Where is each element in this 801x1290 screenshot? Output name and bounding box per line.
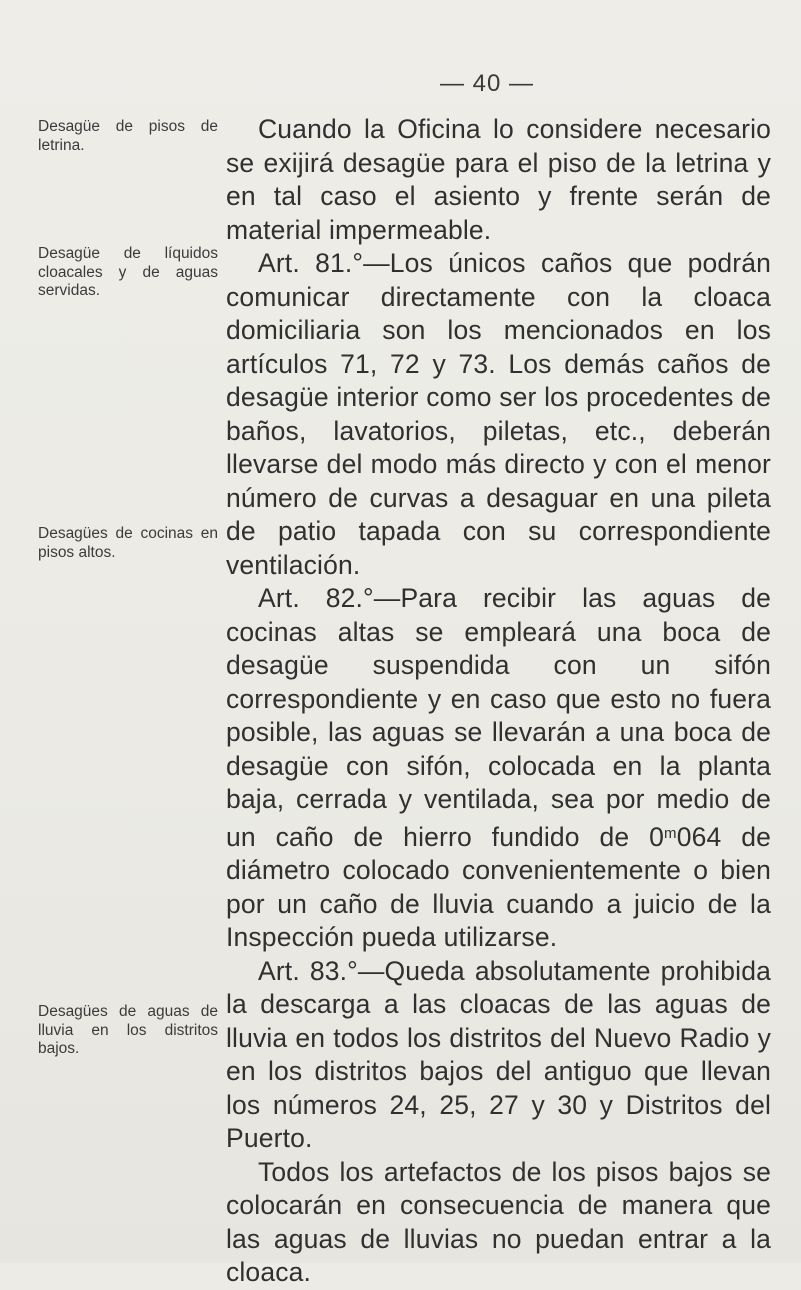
paragraph-artefactos: Todos los artefactos de los pisos bajos se colocarán en consecuencia de manera que las aguas de lluvias no puedan entrar a la cloaca. (226, 1156, 771, 1287)
margin-note-aguas-lluvia: Desagües de aguas de lluvia en los distritos bajos. (38, 1003, 218, 1057)
art-82-text-start: Art. 82.°—Para recibir las aguas de cocinas altas se empleará una boca de desagüe suspendida con un sifón correspondiente y en caso que esto no fuera posible, las aguas se llevarán a una boca de desagüe con sifón, colocada en la planta baja, cerrada y ventilada, sea por medio de un caño de hierro fundido de 0 (226, 583, 771, 852)
paragraph-art-83: Art. 83.°—Queda absolutamente prohibida la descarga a las cloacas de las aguas de lluvia en todos los distritos del Nuevo Radio y en los distritos bajos del antiguo que llevan los números 24, 25, 27 y 30 y Distritos del Puerto. (226, 955, 771, 1153)
body-text (226, 113, 771, 1290)
art-82-text-end: 064 de diámetro colocado convenientemente o bien por un caño de lluvia cuando a juicio de la Inspección pueda utilizarse. (226, 821, 771, 952)
meter-unit: m (664, 824, 677, 842)
margin-note-liquidos-cloacales: Desagüe de líquidos cloacales y de aguas servidas. (38, 245, 218, 299)
paragraph-art-81: Art. 81.°—Los únicos caños que podrán comunicar directamente con la cloaca domiciliaria son los mencionados en los artículos 71, 72 y 73. Los demás caños de desagüe interior como ser los procedentes de baños, lavatorios, piletas, etc., deberán llevarse del modo más directo y con el menor número de curvas a desaguar en una pileta de patio tapada con su correspondiente ventilación. (226, 248, 771, 580)
paragraph-letrina: Cuando la Oficina lo considere necesario se exijirá desagüe para el piso de la letrina y en tal caso el asiento y frente serán de material impermeable. (226, 114, 771, 245)
margin-note-cocinas: Desagües de cocinas en pisos altos. (38, 525, 218, 561)
paragraph-art-82 (226, 582, 771, 955)
page-number: — 40 — (440, 70, 535, 97)
margin-note-letrina: Desagüe de pisos de letrina. (38, 118, 218, 154)
